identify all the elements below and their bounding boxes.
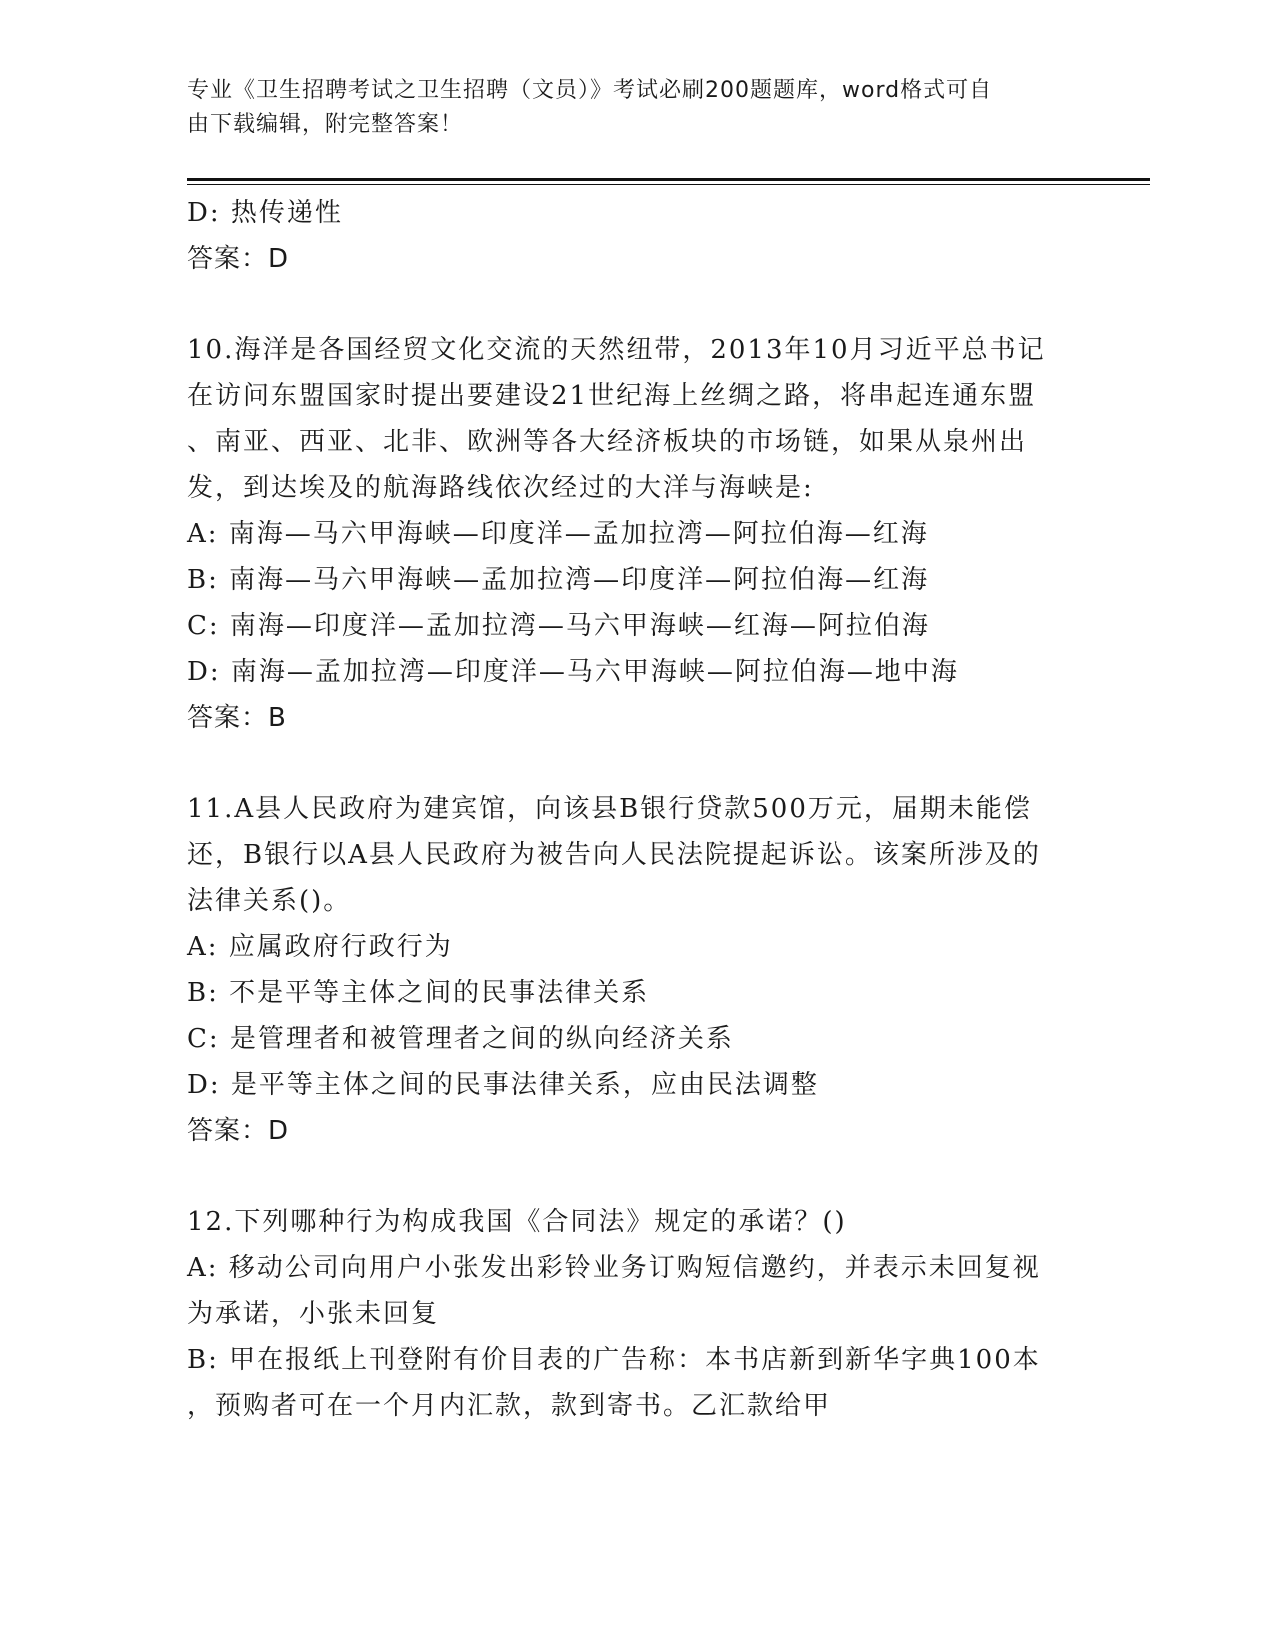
question-10 [187,327,1087,741]
document-header [187,74,1087,142]
question-stem-line: 12.下列哪种行为构成我国《合同法》规定的承诺？() [187,1207,847,1237]
answer-line: 答案：D [187,244,290,274]
previous-question-tail [187,190,1087,282]
option-a: A: 移动公司向用户小张发出彩铃业务订购短信邀约，并表示未回复视 [187,1253,1041,1283]
option-c: C: 南海—印度洋—孟加拉湾—马六甲海峡—红海—阿拉伯海 [187,611,930,641]
spacer [187,282,1087,327]
question-stem-line: 11.A县人民政府为建宾馆，向该县B银行贷款500万元，届期未能偿 [187,794,1032,824]
answer-line: 答案：D [187,1116,290,1146]
option-b: B: 甲在报纸上刊登附有价目表的广告称：本书店新到新华字典100本 [187,1345,1041,1375]
spacer [187,741,1087,786]
question-stem-line: 还，B银行以A县人民政府为被告向人民法院提起诉讼。该案所涉及的 [187,840,1041,870]
document-body [187,190,1087,1429]
option-d: D: 热传递性 [187,198,343,228]
option-d: D: 是平等主体之间的民事法律关系，应由民法调整 [187,1070,819,1100]
header-divider-thin [187,184,1150,185]
question-stem-line: 10.海洋是各国经贸文化交流的天然纽带，2013年10月习近平总书记 [187,335,1046,365]
option-b: B: 南海—马六甲海峡—孟加拉湾—印度洋—阿拉伯海—红海 [187,565,930,595]
answer-line: 答案：B [187,703,287,733]
question-stem-line: 发，到达埃及的航海路线依次经过的大洋与海峡是: [187,473,814,503]
header-line-2: 由下载编辑，附完整答案！ [187,112,464,137]
option-a: A: 南海—马六甲海峡—印度洋—孟加拉湾—阿拉伯海—红海 [187,519,929,549]
option-b-continued: ，预购者可在一个月内汇款，款到寄书。乙汇款给甲 [187,1391,832,1421]
question-stem-line: 在访问东盟国家时提出要建设21世纪海上丝绸之路，将串起连通东盟 [187,381,1037,411]
option-d: D: 南海—孟加拉湾—印度洋—马六甲海峡—阿拉伯海—地中海 [187,657,959,687]
question-stem-line: 法律关系()。 [187,886,352,916]
spacer [187,1154,1087,1199]
question-11 [187,786,1087,1154]
header-divider-thick [187,178,1150,181]
option-c: C: 是管理者和被管理者之间的纵向经济关系 [187,1024,734,1054]
option-a-continued: 为承诺，小张未回复 [187,1299,440,1329]
header-line-1: 专业《卫生招聘考试之卫生招聘（文员）》考试必刷200题题库，word格式可自 [187,78,993,103]
question-stem-line: 、南亚、西亚、北非、欧洲等各大经济板块的市场链，如果从泉州出 [187,427,1028,457]
option-b: B: 不是平等主体之间的民事法律关系 [187,978,650,1008]
question-12 [187,1199,1087,1429]
option-a: A: 应属政府行政行为 [187,932,453,962]
